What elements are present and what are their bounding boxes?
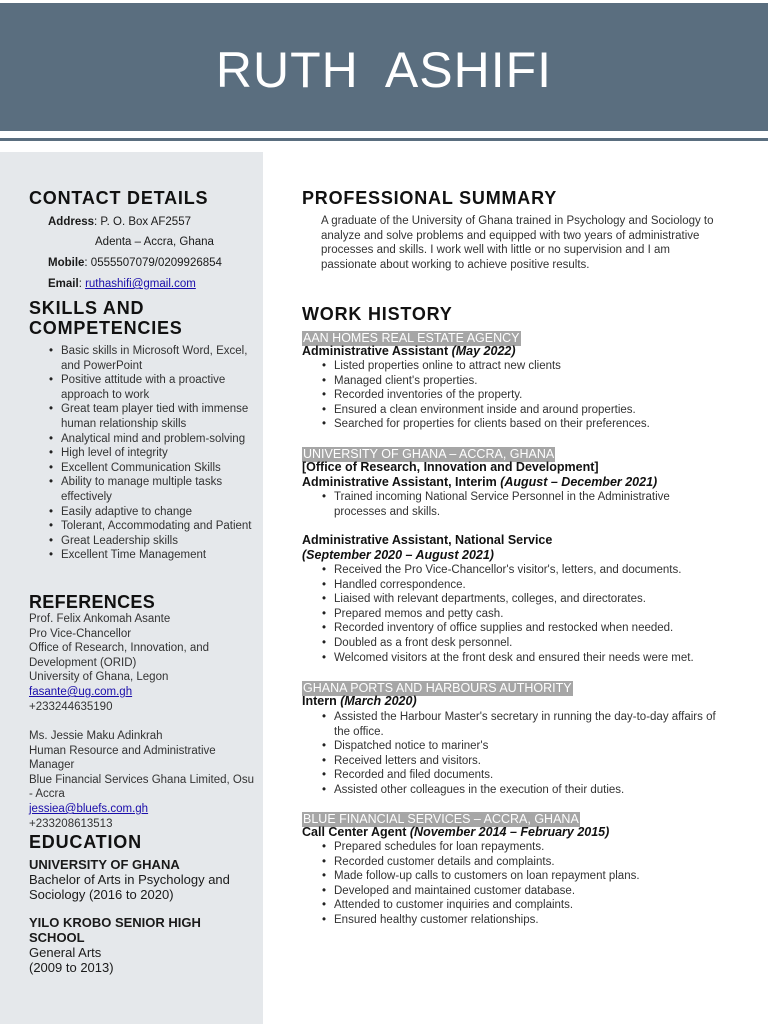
duty-item: • Ensured a clean environment inside and around properties.	[334, 403, 734, 418]
edu1-degree: Bachelor of Arts in Psychology and Sociology (2016 to 2020)	[29, 872, 230, 902]
job1-role	[302, 344, 516, 359]
duty-item: • Managed client's properties.	[334, 374, 734, 389]
job2-duties2	[334, 563, 754, 665]
ref2-name: Ms. Jessie Maku Adinkrah	[29, 730, 163, 742]
skill-item: • Great Leadership skills	[61, 534, 257, 549]
job2-date2-line	[302, 548, 494, 563]
ref1-email-link[interactable]: fasante@ug.com.gh	[29, 685, 133, 698]
skill-item: • Great team player tied with immense human relationship skills	[61, 402, 257, 431]
job4-role-title: Call Center Agent	[302, 825, 410, 839]
summary-text: A graduate of the University of Ghana trained in Psychology and Sociology to analyze and solve problems and equipped with two years of administrative processes and skills. I work well with little or no supervision and I am passionate about working to achieve positive results.	[321, 215, 714, 271]
job4-date: (November 2014 – February 2015)	[409, 825, 610, 839]
job3-role-title: Intern	[302, 694, 341, 708]
job2-date: (August – December 2021)	[500, 475, 658, 489]
duty-item: • Ensured healthy customer relationships.	[334, 913, 734, 928]
job2-role2: Administrative Assistant, National Service	[302, 533, 553, 547]
job1-date: (May 2022)	[451, 344, 516, 358]
job2-office: [Office of Research, Innovation and Development]	[302, 460, 599, 474]
work-title: WORK HISTORY	[302, 304, 453, 324]
job1-duties	[334, 359, 734, 432]
skill-item: • Excellent Time Management	[61, 548, 257, 563]
skill-item: • Ability to manage multiple tasks effectively	[61, 475, 257, 504]
job2-role-title: Administrative Assistant, Interim	[302, 475, 501, 489]
duty-item: • Trained incoming National Service Personnel in the Administrative processes and skills.	[334, 490, 724, 519]
ref2-position: Human Resource and Administrative Manager	[29, 744, 216, 772]
duty-item: • Liaised with relevant departments, colleges, and directorates.	[334, 592, 754, 607]
duty-item: • Recorded customer details and complaints.	[334, 855, 734, 870]
duty-item: • Doubled as a front desk personnel.	[334, 636, 754, 651]
references-title: REFERENCES	[29, 592, 156, 612]
email-label: Email	[48, 278, 79, 290]
job2-role	[302, 475, 657, 490]
ref1-position: Pro Vice-Chancellor	[29, 627, 132, 640]
ref2-org: Blue Financial Services Ghana Limited, Osu - Accra	[29, 773, 254, 801]
address-line-2: Adenta – Accra, Ghana	[95, 236, 214, 248]
job1-org-label: AAN HOMES REAL ESTATE AGENCY	[303, 331, 520, 345]
job4-duties	[334, 840, 734, 928]
education-1	[29, 857, 254, 902]
skills-title-2: COMPETENCIES	[29, 318, 183, 338]
edu2-years: (2009 to 2013)	[29, 960, 114, 975]
skill-item: • Excellent Communication Skills	[61, 461, 257, 476]
reference-1	[29, 612, 254, 714]
job3-role	[302, 694, 417, 709]
address-value: : P. O. Box AF2557	[94, 216, 191, 228]
duty-item: • Recorded inventory of office supplies and restocked when needed.	[334, 621, 754, 636]
duty-item: • Prepared memos and petty cash.	[334, 607, 754, 622]
job3-duties	[334, 710, 719, 798]
mobile-label: Mobile	[48, 257, 85, 269]
address-label: Address	[48, 216, 95, 228]
email-link[interactable]: ruthashifi@gmail.com	[85, 278, 196, 290]
duty-item: • Dispatched notice to mariner's	[334, 739, 719, 754]
education-2	[29, 915, 254, 975]
edu2-degree: General Arts	[29, 945, 102, 960]
duty-item: • Developed and maintained customer database.	[334, 884, 734, 899]
duty-item: • Attended to customer inquiries and complaints.	[334, 898, 734, 913]
reference-2	[29, 729, 254, 831]
duty-item: • Listed properties online to attract new clients	[334, 359, 734, 374]
email-line	[48, 277, 196, 292]
ref1-org: University of Ghana, Legon	[29, 671, 169, 684]
skills-list	[61, 344, 257, 563]
ref2-phone: +233208613513	[29, 817, 113, 830]
job2-org-label: UNIVERSITY OF GHANA – ACCRA, GHANA	[303, 447, 555, 461]
duty-item: • Received the Pro Vice-Chancellor's visitor's, letters, and documents.	[334, 563, 754, 578]
contact-title: CONTACT DETAILS	[29, 188, 209, 208]
job2-duties	[334, 490, 724, 519]
edu2-school: YILO KROBO SENIOR HIGH SCHOOL	[29, 915, 201, 945]
duty-item: • Welcomed visitors at the front desk and ensured their needs were met.	[334, 651, 754, 666]
skill-item: • Easily adaptive to change	[61, 505, 257, 520]
candidate-name: RUTH ASHIFI	[215, 42, 553, 98]
skill-item: • High level of integrity	[61, 446, 257, 461]
skill-item: • Basic skills in Microsoft Word, Excel, and PowerPoint	[61, 344, 257, 373]
header-divider	[0, 138, 768, 141]
duty-item: • Recorded inventories of the property.	[334, 388, 734, 403]
job2-date2: (September 2020 – August 2021)	[302, 548, 494, 562]
skills-title-1: SKILLS AND	[29, 298, 145, 318]
duty-item: • Made follow-up calls to customers on loan repayment plans.	[334, 869, 734, 884]
ref2-email-link[interactable]: jessiea@bluefs.com.gh	[29, 802, 149, 815]
mobile-value: : 0555507079/0209926854	[84, 257, 222, 269]
mobile-line	[48, 256, 222, 271]
education-title: EDUCATION	[29, 832, 142, 852]
header-banner	[0, 3, 768, 131]
skill-item: • Positive attitude with a proactive approach to work	[61, 373, 257, 402]
duty-item: • Searched for properties for clients based on their preferences.	[334, 417, 734, 432]
duty-item: • Recorded and filed documents.	[334, 768, 719, 783]
duty-item: • Assisted the Harbour Master's secretary in running the day-to-day affairs of the office.	[334, 710, 719, 739]
address-line-1	[48, 215, 191, 230]
summary-title: PROFESSIONAL SUMMARY	[302, 188, 558, 208]
duty-item: • Handled correspondence.	[334, 578, 754, 593]
job3-org-label: GHANA PORTS AND HARBOURS AUTHORITY	[303, 681, 572, 695]
email-sep: :	[78, 278, 86, 290]
skill-item: • Analytical mind and problem-solving	[61, 432, 257, 447]
job4-org-label: BLUE FINANCIAL SERVICES – ACCRA, GHANA	[303, 812, 579, 826]
duty-item: • Prepared schedules for loan repayments.	[334, 840, 734, 855]
edu1-school: UNIVERSITY OF GHANA	[29, 857, 180, 872]
ref1-name: Prof. Felix Ankomah Asante	[29, 613, 171, 625]
skill-item: • Tolerant, Accommodating and Patient	[61, 519, 257, 534]
ref1-phone: +233244635190	[29, 700, 113, 713]
job4-role	[302, 825, 609, 840]
duty-item: • Received letters and visitors.	[334, 754, 719, 769]
job1-role-title: Administrative Assistant	[302, 344, 452, 358]
ref1-office: Office of Research, Innovation, and Development (ORID)	[29, 642, 210, 669]
duty-item: • Assisted other colleagues in the execution of their duties.	[334, 783, 719, 798]
job3-date: (March 2020)	[340, 694, 417, 708]
